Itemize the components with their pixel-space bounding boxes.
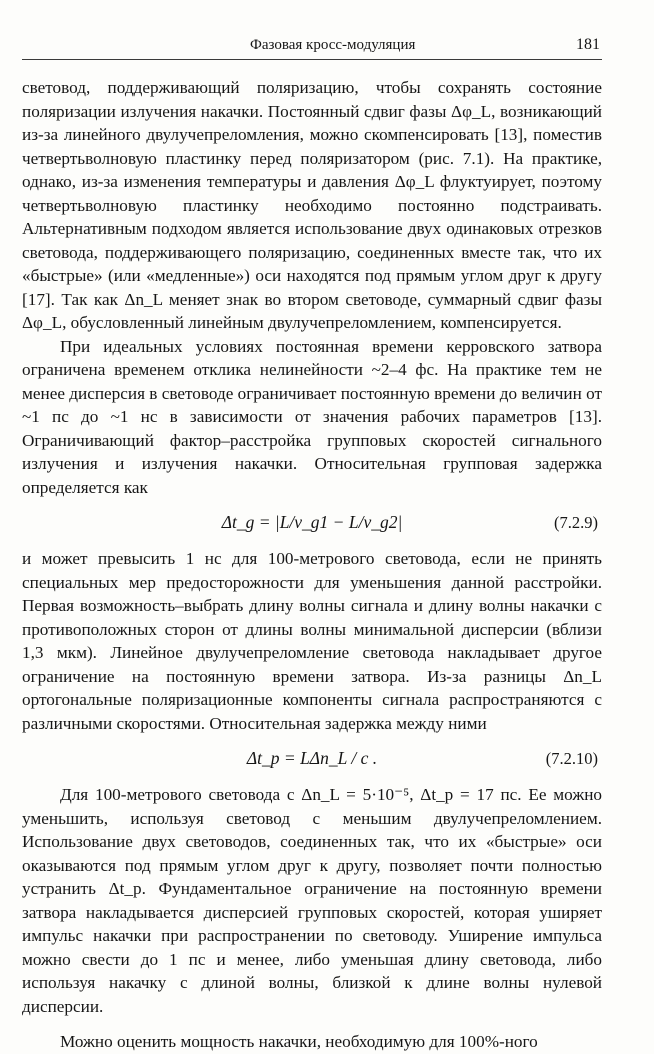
equation-text: Δt_p = LΔn_L / c . [246, 748, 378, 768]
equation-text: Δt_g = |L/v_g1 − L/v_g2| [221, 512, 403, 532]
paragraph-4: Для 100-метрового световода с Δn_L = 5·10⁻⁵, Δt_p = 17 пс. Ее можно уменьшить, используя световод с меньшим двулучепреломлением. Использование двух световодов, соединенных так, что их «быстрые» оси оказываются под прямым углом друг к другу, позволяет почти полностью устранить Δt_p. Фундаментальное ограничение на постоянную времени затвора накладывается дисперсией групповых скоростей, которая уширяет импульс накачки при распространении по световоду. Уширение импульса можно свести до 1 пс и менее, либо уменьшая длину световода, либо используя накачку с длиной волны, близкой к длине волны нулевой дисперсии. [22, 785, 602, 1016]
paragraph-1: световод, поддерживающий поляризацию, чтобы сохранять состояние поляризации излучения накачки. Постоянный сдвиг фазы Δφ_L, возникающий из-за линейного двулучепреломления, можно скомпенсировать [13], поместив четвертьволновую пластинку перед поляризатором (рис. 7.1). На практике, однако, из-за изменения температуры и давления Δφ_L флуктуирует, поэтому четвертьволновую пластинку необходимо постоянно подстраивать. Альтернативным подходом является использование двух одинаковых отрезков световода, поддерживающего поляризацию, соединенных вместе так, что их «быстрые» (или «медленные») оси находятся под прямым углом друг к другу [17]. Так как Δn_L меняет знак во втором световоде, суммарный сдвиг фазы Δφ_L, обусловленный линейным двулучепреломлением, компенсируется. [22, 78, 602, 332]
body-text [22, 76, 602, 1054]
paragraph-3: и может превысить 1 нс для 100-метрового световода, если не принять специальных мер предосторожности для уменьшения данной расстройки. Первая возможность–выбрать длину волны сигнала и длину волны накачки с противоположных сторон от длины волны минимальной дисперсии (вблизи 1,3 мкм). Линейное двулучепреломление световода накладывает другое ограничение на постоянную времени затвора. Из-за разницы Δn_L ортогональные поляризационные компоненты сигнала распространяются с различными скоростями. Относительная задержка между ними [22, 549, 602, 733]
paragraph-5: Можно оценить мощность накачки, необходимую для 100%-ного [60, 1032, 538, 1051]
running-title: Фазовая кросс-модуляция [250, 37, 416, 53]
equation-number: (7.2.9) [554, 513, 598, 532]
paragraph-2: При идеальных условиях постоянная времени керровского затвора ограничена временем отклика нелинейности ~2–4 фс. На практике тем не менее дисперсия в световоде ограничивает постоянную времени до величин от ~1 пс до ~1 нс в зависимости от значения рабочих параметров [13]. Ограничивающий фактор–расстройка групповых скоростей сигнального излучения и излучения накачки. Относительная групповая задержка определяется как [22, 336, 602, 497]
page-number: 181 [576, 36, 600, 53]
equation-number: (7.2.10) [545, 749, 598, 768]
equation-7-2-9 [22, 503, 602, 543]
equation-7-2-10 [22, 739, 602, 779]
page-header [22, 33, 602, 60]
